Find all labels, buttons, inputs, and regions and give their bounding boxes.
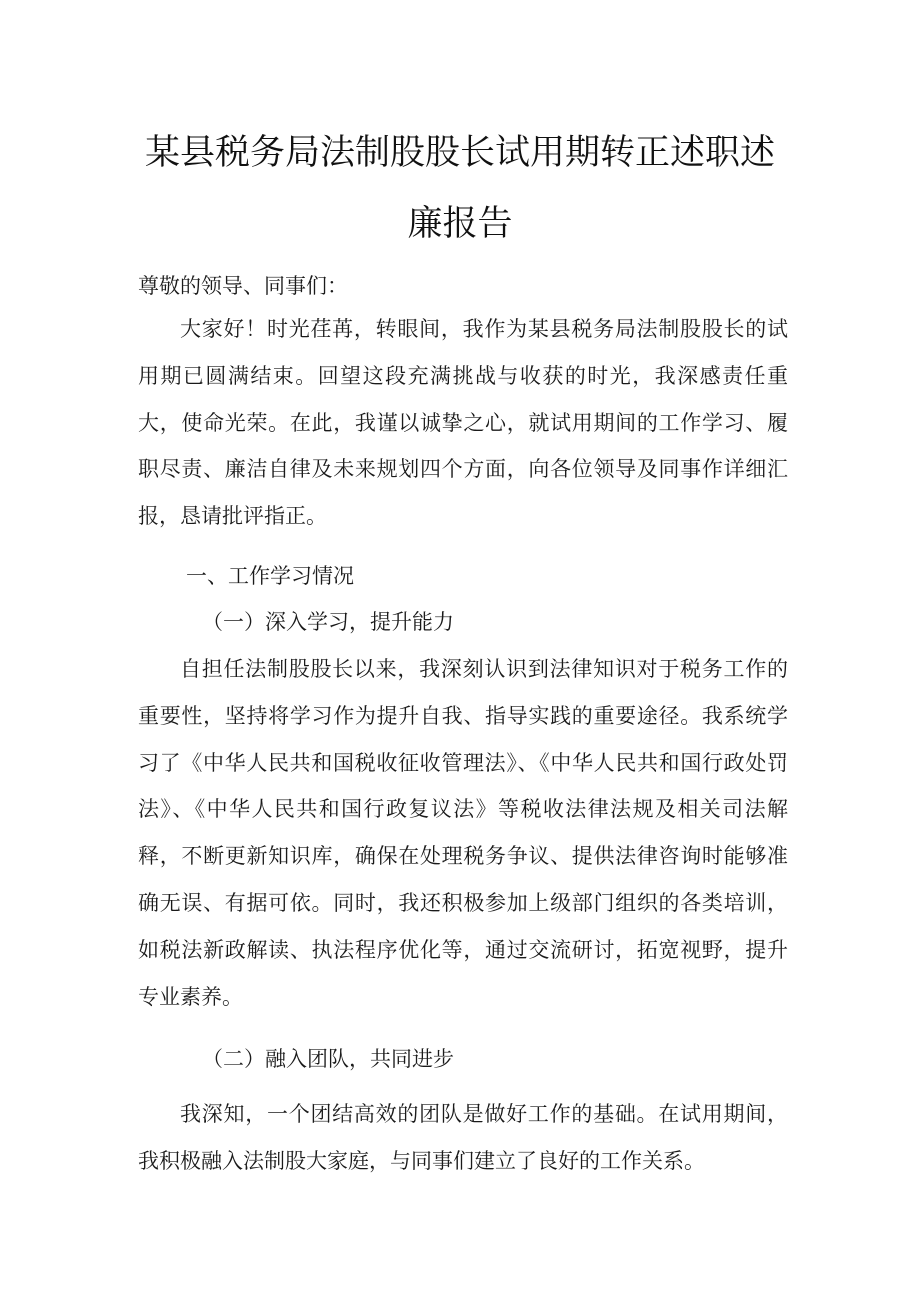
document-title-line-2: 廉报告 bbox=[407, 204, 513, 244]
study-paragraph: 自担任法制股股长以来，我深刻认识到法律知识对于税务工作的重要性，坚持将学习作为提升自我、指导实践的重要途径。我系统学习了《中华人民共和国税收征收管理法》、《中华人民共和国行政处罚法》、《中华人民共和国行政复议法》等税收法律法规及相关司法解释，不断更新知识库，确保在处理税务争议、提供法律咨询时能够准确无误、有据可依。同时，我还积极参加上级部门组织的各类培训，如税法新政解读、执法程序优化等，通过交流研讨，拓宽视野，提升专业素养。 bbox=[138, 657, 788, 1009]
salutation: 尊敬的领导、同事们： bbox=[138, 274, 348, 298]
intro-paragraph: 大家好！时光荏苒，转眼间，我作为某县税务局法制股股长的试用期已圆满结束。回望这段充满挑战与收获的时光，我深感责任重大，使命光荣。在此，我谨以诚挚之心，就试用期间的工作学习、履职尽责、廉洁自律及未来规划四个方面，向各位领导及同事作详细汇报，恳请批评指正。 bbox=[138, 317, 788, 529]
subsection-heading-team: （二）融入团队，共同进步 bbox=[202, 1047, 454, 1071]
section-heading-work-study: 一、工作学习情况 bbox=[186, 564, 354, 588]
team-paragraph: 我深知，一个团结高效的团队是做好工作的基础。在试用期间，我积极融入法制股大家庭，与同事们建立了良好的工作关系。 bbox=[138, 1102, 788, 1173]
subsection-heading-study: （一）深入学习，提升能力 bbox=[202, 610, 454, 634]
document-title-line-1: 某县税务局法制股股长试用期转正述职述 bbox=[144, 133, 775, 173]
